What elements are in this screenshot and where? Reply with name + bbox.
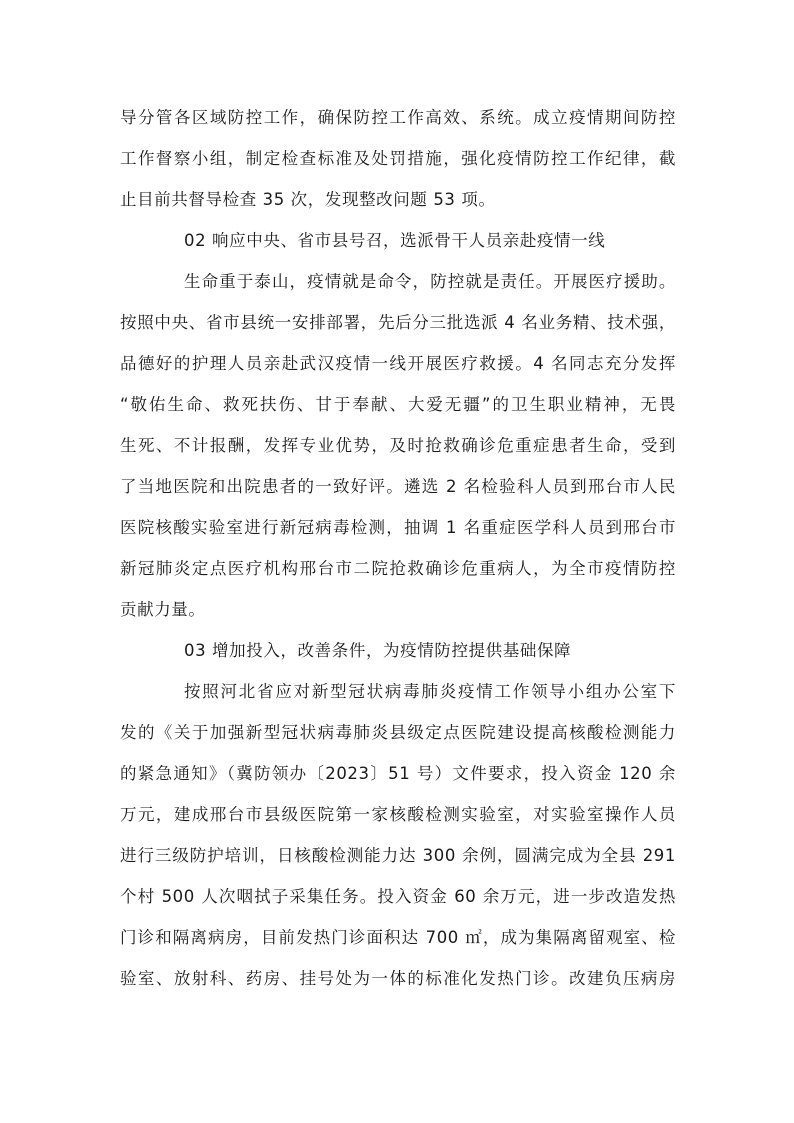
text-line: 进行三级防护培训，日核酸检测能力达 300 余例，圆满完成为全县 291 bbox=[120, 846, 676, 865]
text-line: 的紧急通知》（冀防领办〔2023〕51 号）文件要求，投入资金 120 余 bbox=[120, 764, 676, 783]
text-line: 按照中央、省市县统一安排部署，先后分三批选派 4 名业务精、技术强， bbox=[120, 313, 676, 332]
paragraph-first-line: 按照河北省应对新型冠状病毒肺炎疫情工作领导小组办公室下 bbox=[184, 682, 676, 701]
text-line: 新冠肺炎定点医疗机构邢台市二院抢救确诊危重病人，为全市疫情防控 bbox=[120, 559, 676, 578]
text-line: 生死、不计报酬，发挥专业优势，及时抢救确诊危重症患者生命，受到 bbox=[120, 436, 676, 455]
text-line: 导分管各区域防控工作，确保防控工作高效、系统。成立疫情期间防控 bbox=[120, 108, 676, 127]
text-line: 贡献力量。 bbox=[120, 600, 206, 619]
text-line: 万元，建成邢台市县级医院第一家核酸检测实验室，对实验室操作人员 bbox=[120, 805, 676, 824]
document-page bbox=[120, 102, 676, 1004]
text-line: 医院核酸实验室进行新冠病毒检测，抽调 1 名重症医学科人员到邢台市 bbox=[120, 518, 676, 537]
paragraph-first-line: 生命重于泰山，疫情就是命令，防控就是责任。开展医疗援助。 bbox=[184, 272, 676, 291]
text-line: 验室、放射科、药房、挂号处为一体的标准化发热门诊。改建负压病房 bbox=[120, 969, 676, 988]
text-line: 发的《关于加强新型冠状病毒肺炎县级定点医院建设提高核酸检测能力 bbox=[120, 723, 676, 742]
text-line: 工作督察小组，制定检查标准及处罚措施，强化疫情防控工作纪律，截 bbox=[120, 149, 676, 168]
section-heading-03: 03 增加投入，改善条件，为疫情防控提供基础保障 bbox=[184, 641, 572, 660]
text-line: 门诊和隔离病房，目前发热门诊面积达 700 ㎡，成为集隔离留观室、检 bbox=[120, 928, 676, 947]
text-line: 了当地医院和出院患者的一致好评。遴选 2 名检验科人员到邢台市人民 bbox=[120, 477, 676, 496]
text-line: 品德好的护理人员亲赴武汉疫情一线开展医疗救援。4 名同志充分发挥 bbox=[120, 354, 676, 373]
text-line: “敬佑生命、救死扶伤、甘于奉献、大爱无疆”的卫生职业精神，无畏 bbox=[120, 395, 676, 414]
text-line: 个村 500 人次咽拭子采集任务。投入资金 60 余万元，进一步改造发热 bbox=[120, 887, 676, 906]
text-line: 止目前共督导检查 35 次，发现整改问题 53 项。 bbox=[120, 190, 496, 209]
section-heading-02: 02 响应中央、省市县号召，选派骨干人员亲赴疫情一线 bbox=[184, 231, 606, 250]
